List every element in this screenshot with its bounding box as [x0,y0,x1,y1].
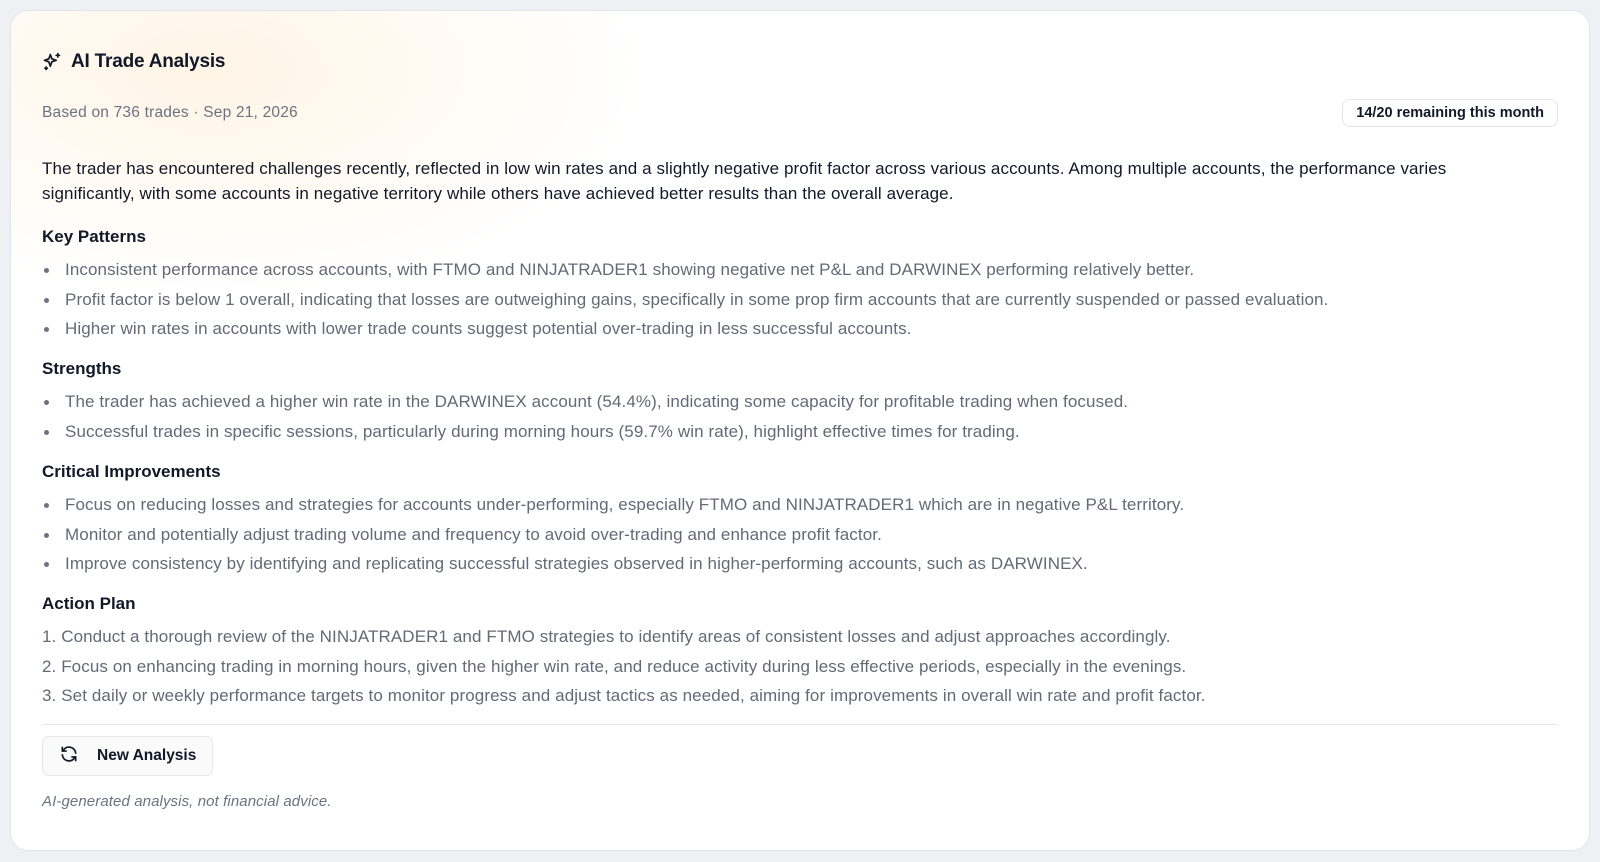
list-item: 2. Focus on enhancing trading in morning hours, given the higher win rate, and reduce activity during less effective periods, especially in the evenings. [42,656,1187,676]
card-header [42,51,225,73]
list-item: 1. Conduct a thorough review of the NINJATRADER1 and FTMO strategies to identify areas of consistent losses and adjust approaches accordingly. [42,627,1171,646]
meta-row [42,99,1558,127]
section-key-patterns [42,225,1558,344]
list-item: Successful trades in specific sessions, particularly during morning hours (59.7% win rate), highlight effective times for trading. [42,417,1558,447]
analysis-summary: The trader has encountered challenges recently, reflected in low win rates and a slightly negative profit factor across various accounts. Among multiple accounts, the performance varies significantly, with some accounts in negative territory while others have achieved better results than the overall average. [42,159,1447,203]
section-heading: Action Plan [42,594,136,613]
section-heading: Critical Improvements [42,462,221,481]
list-item: Inconsistent performance across accounts, with FTMO and NINJATRADER1 showing negative net P&L and DARWINEX performing relatively better. [42,255,1558,285]
refresh-icon [59,744,79,769]
list-item: Higher win rates in accounts with lower trade counts suggest potential over-trading in less successful accounts. [42,314,1558,344]
analysis-meta: Based on 736 trades · Sep 21, 2026 [42,104,298,121]
section-heading: Key Patterns [42,227,146,246]
sparkles-icon [42,52,62,72]
list-item: Improve consistency by identifying and replicating successful strategies observed in higher-performing accounts, such as DARWINEX. [42,549,1558,579]
section-strengths [42,357,1558,446]
disclaimer: AI-generated analysis, not financial advice. [42,793,332,810]
list-item: The trader has achieved a higher win rate in the DARWINEX account (54.4%), indicating some capacity for profitable trading when focused. [42,387,1558,417]
ai-analysis-card [10,10,1590,851]
section-action-plan [42,592,1558,711]
list-item: Monitor and potentially adjust trading volume and frequency to avoid over-trading and enhance profit factor. [42,520,1558,550]
card-title: AI Trade Analysis [71,51,226,72]
list-item: Profit factor is below 1 overall, indicating that losses are outweighing gains, specifically in some prop firm accounts that are currently suspended or passed evaluation. [42,285,1558,315]
new-analysis-label: New Analysis [97,747,197,764]
section-critical-improvements [42,460,1558,579]
list-item: 3. Set daily or weekly performance targets to monitor progress and adjust tactics as needed, aiming for improvements in overall win rate and profit factor. [42,686,1206,705]
quota-badge: 14/20 remaining this month [1342,99,1558,127]
new-analysis-button[interactable] [42,736,213,776]
list-item: Focus on reducing losses and strategies for accounts under-performing, especially FTMO and NINJATRADER1 which are in negative P&L territory. [42,490,1558,520]
divider [42,724,1558,725]
section-heading: Strengths [42,359,122,378]
